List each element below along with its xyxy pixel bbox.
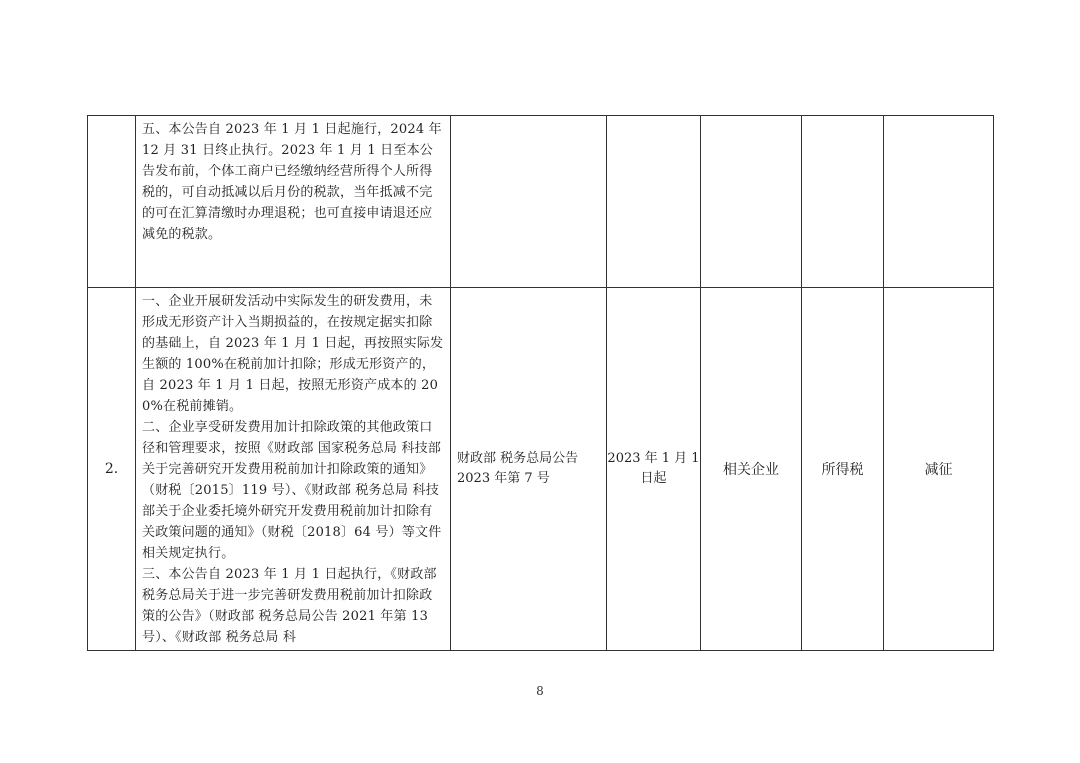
- table-row: [88, 116, 994, 288]
- document-cell: [451, 116, 607, 288]
- method-cell: 减征: [884, 288, 994, 651]
- method-cell: [884, 116, 994, 288]
- content-paragraph: 三、本公告自 2023 年 1 月 1 日起执行，《财政部 税务总局关于进一步完善研发费用税前加计扣除政策的公告》（财政部 税务总局公告 2021 年第 13 号）、《财政部 税务总局 科: [142, 567, 437, 645]
- document-cell: 财政部 税务总局公告 2023 年第 7 号: [451, 288, 607, 651]
- table-row: [88, 288, 994, 651]
- start-date-cell: 2023 年 1 月 1 日起: [607, 288, 701, 651]
- content-paragraph: 二、企业享受研发费用加计扣除政策的其他政策口径和管理要求，按照《财政部 国家税务总局 科技部关于完善研究开发费用税前加计扣除政策的通知》（财税〔2015〕119 号）、《财政部 税务总局 科技部关于企业委托境外研究开发费用税前加计扣除有关政策问题的通知》（财税〔2018〕64 号）等文件相关规定执行。: [142, 420, 442, 561]
- page-number: 8: [536, 684, 544, 698]
- row-index-cell: 2.: [88, 288, 136, 651]
- content-paragraph: 一、企业开展研发活动中实际发生的研发费用，未形成无形资产计入当期损益的，在按规定据实扣除的基础上，自 2023 年 1 月 1 日起，再按照实际发生额的 100%在税前加计扣除；形成无形资产的，自 2023 年 1 月 1 日起，按照无形资产成本的 200%在税前摊销。: [142, 294, 444, 414]
- policy-table: [87, 115, 994, 651]
- target-cell: 相关企业: [701, 288, 802, 651]
- policy-content-cell: [136, 288, 451, 651]
- tax-type-cell: [802, 116, 884, 288]
- policy-content-cell: [136, 116, 451, 288]
- start-date-cell: [607, 116, 701, 288]
- row-index-cell: [88, 116, 136, 288]
- content-paragraph: 五、本公告自 2023 年 1 月 1 日起施行，2024 年 12 月 31 日终止执行。2023 年 1 月 1 日至本公告发布前，个体工商户已经缴纳经营所得个人所得税的，可自动抵减以后月份的税款，当年抵减不完的可在汇算清缴时办理退税；也可直接申请退还应减免的税款。: [142, 122, 442, 242]
- tax-type-cell: 所得税: [802, 288, 884, 651]
- target-cell: [701, 116, 802, 288]
